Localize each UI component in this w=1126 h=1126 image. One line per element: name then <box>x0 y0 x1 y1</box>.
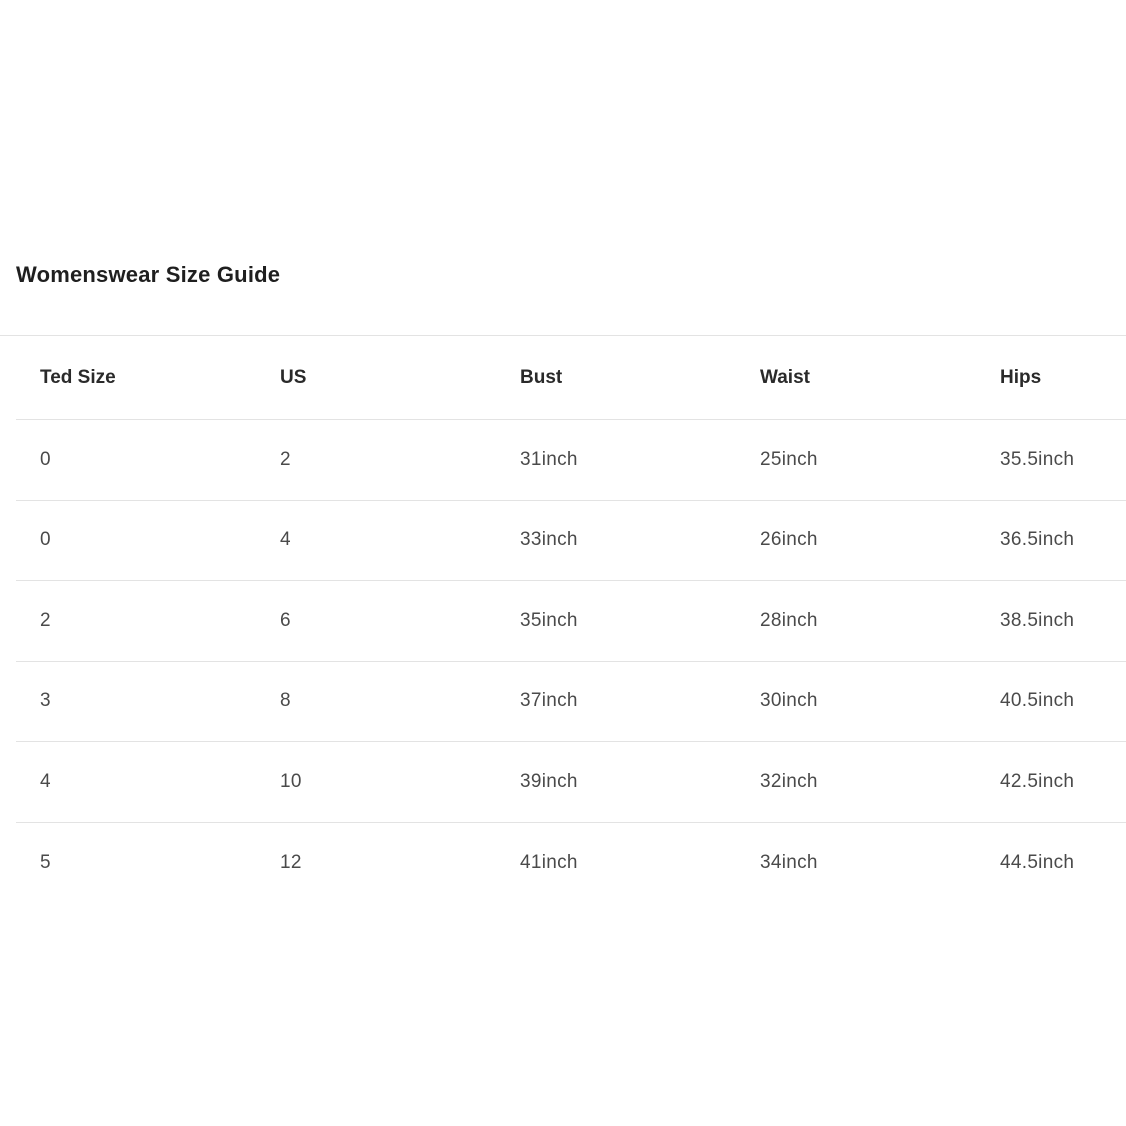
cell-waist: 25inch <box>760 448 818 470</box>
cell-waist: 26inch <box>760 529 818 551</box>
cell-hips: 38.5inch <box>1000 609 1075 631</box>
cell-hips: 44.5inch <box>1000 851 1075 873</box>
cell-hips: 35.5inch <box>1000 448 1075 470</box>
cell-us: 12 <box>280 851 302 873</box>
column-header-us: US <box>280 366 307 388</box>
cell-bust: 41inch <box>520 851 578 873</box>
column-header-hips: Hips <box>1000 366 1042 388</box>
cell-waist: 30inch <box>760 690 818 712</box>
cell-waist: 34inch <box>760 851 818 873</box>
cell-us: 4 <box>280 529 291 551</box>
size-table <box>16 336 1126 903</box>
cell-bust: 31inch <box>520 448 578 470</box>
table-row <box>16 501 1126 582</box>
table-row <box>16 742 1126 823</box>
cell-hips: 36.5inch <box>1000 529 1075 551</box>
cell-ted-size: 5 <box>40 851 51 873</box>
page-title: Womenswear Size Guide <box>16 262 281 287</box>
cell-ted-size: 4 <box>40 770 51 792</box>
column-header-waist: Waist <box>760 366 810 388</box>
cell-hips: 40.5inch <box>1000 690 1075 712</box>
table-row <box>16 823 1126 904</box>
cell-us: 6 <box>280 609 291 631</box>
column-header-bust: Bust <box>520 366 563 388</box>
table-row <box>16 581 1126 662</box>
cell-bust: 35inch <box>520 609 578 631</box>
column-header-ted-size: Ted Size <box>40 366 116 388</box>
cell-ted-size: 2 <box>40 609 51 631</box>
cell-bust: 39inch <box>520 770 578 792</box>
table-row <box>16 420 1126 501</box>
cell-us: 10 <box>280 770 302 792</box>
cell-ted-size: 3 <box>40 690 51 712</box>
cell-us: 2 <box>280 448 291 470</box>
table-row <box>16 662 1126 743</box>
cell-waist: 32inch <box>760 770 818 792</box>
cell-ted-size: 0 <box>40 529 51 551</box>
cell-waist: 28inch <box>760 609 818 631</box>
cell-hips: 42.5inch <box>1000 770 1075 792</box>
cell-bust: 37inch <box>520 690 578 712</box>
table-header-row <box>16 336 1126 420</box>
cell-ted-size: 0 <box>40 448 51 470</box>
cell-us: 8 <box>280 690 291 712</box>
cell-bust: 33inch <box>520 529 578 551</box>
